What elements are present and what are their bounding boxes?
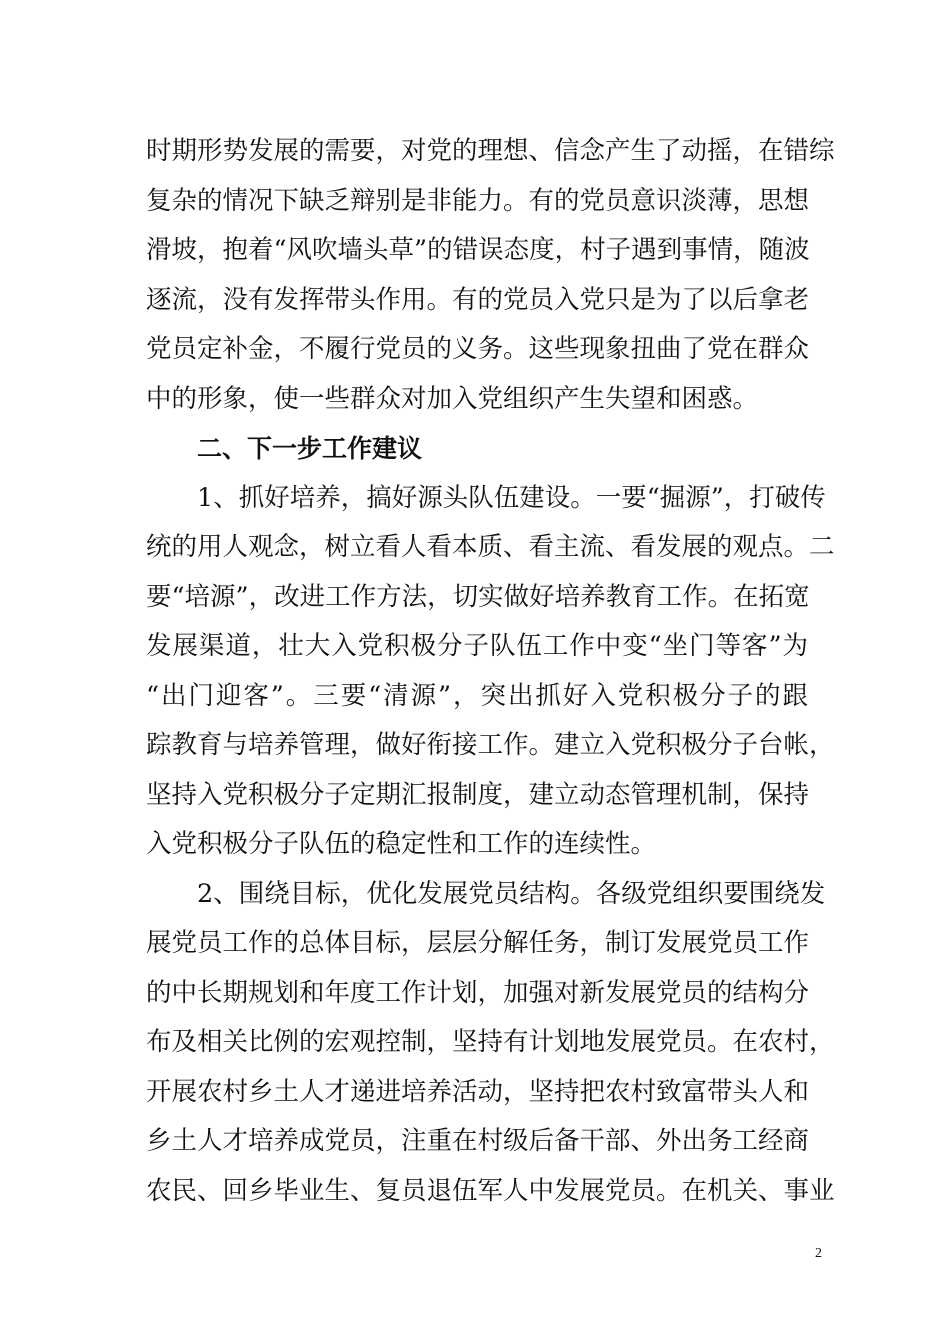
text-line: 复杂的情况下缺乏辩别是非能力。有的党员意识淡薄，思想 — [146, 185, 810, 216]
text-line: 乡土人才培养成党员，注重在村级后备干部、外出务工经商 — [146, 1126, 810, 1156]
text-line: 入党积极分子队伍的稳定性和工作的连续性。 — [146, 829, 657, 859]
text-line: 展党员工作的总体目标，层层分解任务，制订发展党员工作 — [146, 928, 810, 958]
section-heading: 二、下一步工作建议 — [197, 434, 423, 463]
text-line: “出门迎客”。三要“清源”，突出抓好入党积极分子的跟 — [146, 680, 808, 711]
text-line: 发展渠道，壮大入党积极分子队伍工作中变“坐门等客”为 — [146, 631, 808, 661]
text-line: 党员定补金，不履行党员的义务。这些现象扭曲了党在群众 — [146, 334, 810, 364]
text-line: 踪教育与培养管理，做好衔接工作。建立入党积极分子台帐， — [146, 730, 835, 760]
page-number: 2 — [815, 1246, 822, 1261]
text-line: 2、围绕目标，优化发展党员结构。各级党组织要围绕发 — [197, 878, 826, 909]
text-line: 布及相关比例的宏观控制，坚持有计划地发展党员。在农村， — [146, 1027, 835, 1057]
text-line: 中的形象，使一些群众对加入党组织产生失望和困惑。 — [146, 383, 759, 414]
text-line: 要“培源”，改进工作方法，切实做好培养教育工作。在拓宽 — [146, 581, 810, 612]
text-line: 逐流，没有发挥带头作用。有的党员入党只是为了以后拿老 — [146, 284, 810, 315]
text-line: 坚持入党积极分子定期汇报制度，建立动态管理机制，保持 — [146, 779, 810, 810]
text-line: 时期形势发展的需要，对党的理想、信念产生了动摇，在错综 — [146, 136, 835, 166]
text-line: 农民、回乡毕业生、复员退伍军人中发展党员。在机关、事业 — [146, 1175, 835, 1206]
text-line: 1、抓好培养，搞好源头队伍建设。一要“掘源”，打破传 — [197, 482, 826, 513]
text-line: 统的用人观念，树立看人看本质、看主流、看发展的观点。二 — [146, 532, 835, 562]
body-text — [146, 127, 835, 1216]
text-line: 开展农村乡土人才递进培养活动，坚持把农村致富带头人和 — [146, 1076, 810, 1107]
text-line: 的中长期规划和年度工作计划，加强对新发展党员的结构分 — [146, 977, 810, 1008]
text-line: 滑坡，抱着“风吹墙头草”的错误态度，村子遇到事情，随波 — [146, 235, 810, 265]
